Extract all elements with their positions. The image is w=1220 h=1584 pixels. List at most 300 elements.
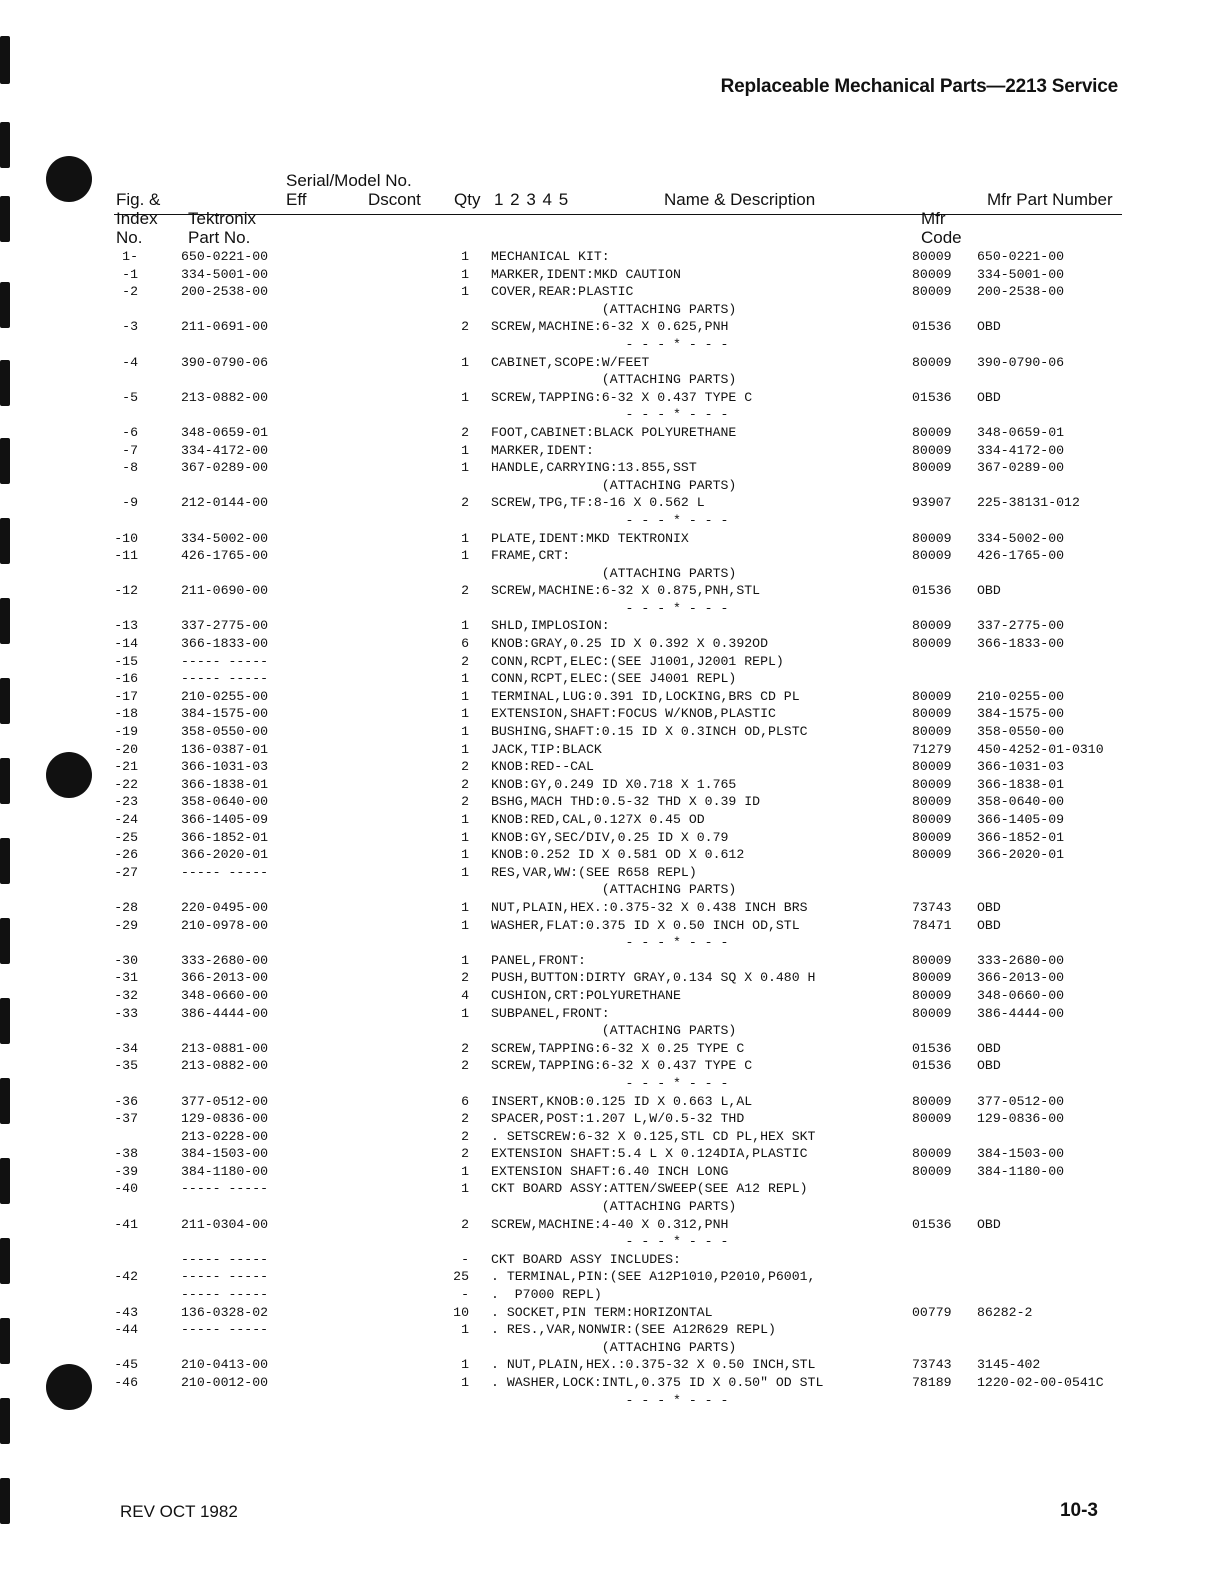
cell-qty: 4 [461,987,469,1003]
cell-index-no: -34 [114,1040,138,1056]
page-title: Replaceable Mechanical Parts—2213 Service [720,76,1118,97]
table-row [0,248,1220,266]
cell-description: WASHER,FLAT:0.375 ID X 0.50 INCH OD,STL [491,917,800,933]
cell-mfr-code: 80009 [912,847,952,863]
table-row [0,811,1220,829]
cell-part-no: 211-0304-00 [181,1216,269,1232]
cell-part-no: 348-0660-00 [181,987,269,1003]
cell-part-no: 426-1765-00 [181,548,269,564]
cell-description: SCREW,TAPPING:6-32 X 0.437 TYPE C [491,1058,753,1074]
header-levels: 1 2 3 4 5 [494,190,569,209]
cell-mfr-part-no: 86282-2 [977,1304,1033,1320]
cell-qty: 2 [461,759,469,775]
cell-description: RES,VAR,WW:(SEE R658 REPL) [491,864,697,880]
cell-mfr-part-no: 366-2020-01 [977,847,1065,863]
cell-qty: 1 [461,847,469,863]
cell-part-no: 129-0836-00 [181,1111,269,1127]
cell-index-no: -22 [114,776,138,792]
cell-description: (ATTACHING PARTS) [491,1023,737,1039]
table-row [0,1093,1220,1111]
cell-part-no: 210-0255-00 [181,688,269,704]
table-row [0,881,1220,899]
cell-mfr-part-no: 384-1503-00 [977,1146,1065,1162]
cell-description: . RES.,VAR,NONWIR:(SEE A12R629 REPL) [491,1322,776,1338]
cell-mfr-code: 01536 [912,319,952,335]
cell-description: SCREW,MACHINE:4-40 X 0.312,PNH [491,1216,729,1232]
cell-description: - - - * - - - [491,407,729,423]
cell-qty: 10 [453,1304,469,1320]
cell-index-no: -44 [114,1322,138,1338]
cell-index-no: -29 [114,917,138,933]
cell-part-no: 210-0012-00 [181,1375,269,1390]
header-dscont: Dscont [368,190,421,209]
cell-qty: 1 [461,548,469,564]
cell-mfr-code: 80009 [912,1163,952,1179]
cell-part-no: 337-2775-00 [181,618,269,634]
cell-mfr-part-no: 334-5001-00 [977,266,1065,282]
header-mfr-part: Mfr Part Number [987,190,1113,209]
table-row [0,1233,1220,1251]
cell-mfr-part-no: OBD [977,389,1001,405]
table-row [0,494,1220,512]
cell-qty: 1 [461,530,469,546]
cell-part-no: 211-0691-00 [181,319,269,335]
cell-mfr-code: 01536 [912,1040,952,1056]
cell-index-no: -12 [114,583,138,599]
cell-mfr-code: 00779 [912,1304,952,1320]
table-row [0,1268,1220,1286]
cell-qty: 1 [461,724,469,740]
cell-description: SCREW,TAPPING:6-32 X 0.25 TYPE C [491,1040,745,1056]
cell-mfr-part-no: 366-1852-01 [977,829,1065,845]
cell-part-no: 366-1852-01 [181,829,269,845]
cell-mfr-code: 80009 [912,618,952,634]
cell-description: MARKER,IDENT: [491,442,594,458]
cell-part-no: 384-1575-00 [181,706,269,722]
cell-index-no: -11 [114,548,138,564]
table-row [0,670,1220,688]
cell-part-no: 366-2013-00 [181,970,269,986]
cell-index-no: -39 [114,1163,138,1179]
cell-index-no: -30 [114,952,138,968]
cell-part-no: ----- ----- [181,1181,269,1197]
cell-description: - - - * - - - [491,336,729,352]
cell-mfr-code: 01536 [912,389,952,405]
cell-index-no: -8 [122,460,138,476]
cell-description: EXTENSION SHAFT:5.4 L X 0.124DIA,PLASTIC [491,1146,808,1162]
cell-description: NUT,PLAIN,HEX.:0.375-32 X 0.438 INCH BRS [491,899,808,915]
cell-description: (ATTACHING PARTS) [491,565,737,581]
cell-mfr-code: 80009 [912,636,952,652]
cell-description: BSHG,MACH THD:0.5-32 THD X 0.39 ID [491,794,761,810]
cell-mfr-code: 93907 [912,495,952,511]
table-row [0,336,1220,354]
table-row [0,1216,1220,1234]
cell-description: BUSHING,SHAFT:0.15 ID X 0.3INCH OD,PLSTC [491,724,808,740]
cell-mfr-part-no: 225-38131-012 [977,495,1080,511]
cell-index-no: -38 [114,1146,138,1162]
binder-mark [0,36,10,84]
table-row [0,1321,1220,1339]
table-row [0,354,1220,372]
table-row [0,318,1220,336]
cell-mfr-code: 78471 [912,917,952,933]
cell-mfr-part-no: OBD [977,1216,1001,1232]
cell-mfr-code: 80009 [912,424,952,440]
table-row [0,530,1220,548]
cell-qty: 1 [461,389,469,405]
cell-description: SPACER,POST:1.207 L,W/0.5-32 THD [491,1111,745,1127]
cell-part-no: 213-0228-00 [181,1128,269,1144]
cell-qty: 1 [461,899,469,915]
cell-index-no: -2 [122,284,138,300]
cell-qty: 1 [461,442,469,458]
cell-mfr-code: 80009 [912,548,952,564]
cell-description: - - - * - - - [491,1392,729,1408]
cell-description: KNOB:GRAY,0.25 ID X 0.392 X 0.392OD [491,636,768,652]
cell-index-no: -25 [114,829,138,845]
cell-mfr-code: 78189 [912,1375,952,1390]
cell-description: CABINET,SCOPE:W/FEET [491,354,650,370]
cell-mfr-code: 80009 [912,266,952,282]
cell-index-no: -15 [114,653,138,669]
table-row [0,899,1220,917]
cell-mfr-code: 80009 [912,724,952,740]
cell-description: KNOB:GY,SEC/DIV,0.25 ID X 0.79 [491,829,729,845]
cell-description: PUSH,BUTTON:DIRTY GRAY,0.134 SQ X 0.480 H [491,970,816,986]
cell-mfr-code: 80009 [912,776,952,792]
cell-mfr-code: 80009 [912,1146,952,1162]
cell-part-no: ----- ----- [181,1251,269,1267]
cell-index-no: -24 [114,812,138,827]
table-row [0,442,1220,460]
cell-description: . SETSCREW:6-32 X 0.125,STL CD PL,HEX SKT [491,1128,816,1144]
cell-description: - - - * - - - [491,600,729,616]
cell-part-no: 358-0550-00 [181,724,269,740]
cell-mfr-part-no: 210-0255-00 [977,688,1065,704]
cell-mfr-part-no: 348-0659-01 [977,424,1065,440]
header-serial: Serial/Model No. [286,171,412,190]
cell-qty: 1 [461,706,469,722]
cell-description: PLATE,IDENT:MKD TEKTRONIX [491,530,689,546]
cell-index-no: -23 [114,794,138,810]
cell-mfr-code: 71279 [912,741,952,757]
cell-part-no: 366-2020-01 [181,847,269,863]
cell-index-no: -21 [114,759,138,775]
cell-mfr-code: 80009 [912,460,952,476]
cell-mfr-part-no: 384-1575-00 [977,706,1065,722]
cell-part-no: 348-0659-01 [181,424,269,440]
cell-mfr-part-no: 358-0550-00 [977,724,1065,740]
header-qty: Qty [454,190,481,209]
binder-hole [46,156,92,202]
cell-qty: 1 [461,864,469,880]
cell-qty: 1 [461,266,469,282]
table-row [0,1163,1220,1181]
cell-index-no: -37 [114,1111,138,1127]
table-row [0,635,1220,653]
cell-index-no: -33 [114,1005,138,1021]
cell-part-no: 366-1838-01 [181,776,269,792]
header-eff: Eff [286,190,307,209]
cell-qty: - [461,1251,469,1267]
cell-mfr-part-no: 384-1180-00 [977,1163,1065,1179]
cell-description: CONN,RCPT,ELEC:(SEE J4001 REPL) [491,671,737,687]
cell-mfr-code: 80009 [912,829,952,845]
cell-description: EXTENSION SHAFT:6.40 INCH LONG [491,1163,729,1179]
table-row [0,917,1220,935]
cell-qty: 1 [461,1181,469,1197]
table-row [0,424,1220,442]
cell-qty: 2 [461,1058,469,1074]
table-row [0,1356,1220,1374]
cell-qty: 1 [461,829,469,845]
cell-mfr-code: 80009 [912,688,952,704]
table-row [0,371,1220,389]
cell-qty: 2 [461,583,469,599]
cell-qty: 1 [461,1375,469,1390]
cell-description: KNOB:RED,CAL,0.127X 0.45 OD [491,812,705,827]
cell-part-no: 136-0387-01 [181,741,269,757]
table-row [0,1005,1220,1023]
cell-mfr-part-no: 366-1031-03 [977,759,1065,775]
cell-qty: 2 [461,1216,469,1232]
cell-part-no: 334-5001-00 [181,266,269,282]
cell-mfr-code: 80009 [912,812,952,827]
cell-index-no: -43 [114,1304,138,1320]
cell-description: SCREW,MACHINE:6-32 X 0.625,PNH [491,319,729,335]
cell-part-no: 377-0512-00 [181,1093,269,1109]
table-row [0,705,1220,723]
cell-part-no: 358-0640-00 [181,794,269,810]
cell-part-no: 390-0790-06 [181,354,269,370]
cell-description: COVER,REAR:PLASTIC [491,284,634,300]
table-row [0,1128,1220,1146]
cell-index-no: 1- [122,249,138,264]
table-row [0,1075,1220,1093]
table-row [0,723,1220,741]
cell-mfr-code: 80009 [912,1093,952,1109]
cell-index-no: -40 [114,1181,138,1197]
cell-index-no: -16 [114,671,138,687]
cell-index-no: -7 [122,442,138,458]
cell-description: MARKER,IDENT:MKD CAUTION [491,266,681,282]
cell-qty: 2 [461,1111,469,1127]
cell-qty: 2 [461,970,469,986]
cell-mfr-part-no: OBD [977,917,1001,933]
cell-description: PANEL,FRONT: [491,952,586,968]
table-row [0,1110,1220,1128]
cell-part-no: 213-0881-00 [181,1040,269,1056]
cell-mfr-code: 73743 [912,1357,952,1373]
table-row [0,266,1220,284]
cell-qty: 2 [461,1040,469,1056]
header-rule [114,214,1122,215]
cell-qty: 1 [461,1322,469,1338]
table-row [0,934,1220,952]
cell-part-no: 366-1405-09 [181,812,269,827]
cell-qty: 6 [461,636,469,652]
cell-mfr-part-no: OBD [977,1040,1001,1056]
cell-mfr-part-no: 200-2538-00 [977,284,1065,300]
cell-index-no: -32 [114,987,138,1003]
cell-mfr-part-no: 334-4172-00 [977,442,1065,458]
cell-mfr-code: 80009 [912,987,952,1003]
cell-description: FOOT,CABINET:BLACK POLYURETHANE [491,424,737,440]
binder-mark [0,196,10,242]
cell-qty: - [461,1287,469,1303]
cell-part-no: 334-5002-00 [181,530,269,546]
table-row [0,600,1220,618]
cell-mfr-code: 01536 [912,583,952,599]
cell-mfr-code: 80009 [912,354,952,370]
cell-qty: 1 [461,1163,469,1179]
header-fig: Fig. & Index No. [116,190,161,247]
cell-part-no: ----- ----- [181,653,269,669]
cell-index-no: -3 [122,319,138,335]
cell-description: (ATTACHING PARTS) [491,882,737,898]
cell-description: - - - * - - - [491,1075,729,1091]
cell-mfr-part-no: 366-1405-09 [977,812,1065,827]
cell-part-no: 213-0882-00 [181,389,269,405]
cell-description: CKT BOARD ASSY INCLUDES: [491,1251,681,1267]
cell-part-no: 136-0328-02 [181,1304,269,1320]
cell-mfr-part-no: 129-0836-00 [977,1111,1065,1127]
cell-qty: 1 [461,741,469,757]
table-row [0,512,1220,530]
cell-part-no: 210-0413-00 [181,1357,269,1373]
cell-qty: 1 [461,1005,469,1021]
cell-mfr-code: 80009 [912,442,952,458]
table-row [0,617,1220,635]
table-row [0,406,1220,424]
cell-index-no: -9 [122,495,138,511]
cell-description: SHLD,IMPLOSION: [491,618,610,634]
table-row [0,793,1220,811]
cell-index-no: -31 [114,970,138,986]
table-row [0,477,1220,495]
cell-mfr-part-no: 333-2680-00 [977,952,1065,968]
cell-mfr-part-no: OBD [977,899,1001,915]
cell-mfr-code: 80009 [912,284,952,300]
cell-qty: 2 [461,1146,469,1162]
cell-mfr-part-no: 366-1838-01 [977,776,1065,792]
cell-part-no: 334-4172-00 [181,442,269,458]
cell-description: - - - * - - - [491,1234,729,1250]
cell-part-no: ----- ----- [181,671,269,687]
cell-mfr-part-no: 450-4252-01-0310 [977,741,1104,757]
cell-part-no: 386-4444-00 [181,1005,269,1021]
table-row [0,459,1220,477]
cell-description: - - - * - - - [491,935,729,951]
cell-qty: 1 [461,952,469,968]
cell-description: KNOB:GY,0.249 ID X0.718 X 1.765 [491,776,737,792]
table-row [0,829,1220,847]
cell-mfr-part-no: 366-1833-00 [977,636,1065,652]
cell-part-no: 367-0289-00 [181,460,269,476]
cell-description: INSERT,KNOB:0.125 ID X 0.663 L,AL [491,1093,753,1109]
cell-mfr-code: 80009 [912,249,952,264]
revision-date: REV OCT 1982 [120,1502,238,1521]
cell-description: (ATTACHING PARTS) [491,477,737,493]
table-row [0,952,1220,970]
cell-description: JACK,TIP:BLACK [491,741,602,757]
cell-qty: 2 [461,1128,469,1144]
cell-mfr-part-no: OBD [977,1058,1001,1074]
cell-description: EXTENSION,SHAFT:FOCUS W/KNOB,PLASTIC [491,706,776,722]
cell-index-no: -26 [114,847,138,863]
table-row [0,565,1220,583]
cell-mfr-part-no: 334-5002-00 [977,530,1065,546]
page-number: 10-3 [1059,1500,1098,1521]
cell-description: (ATTACHING PARTS) [491,372,737,388]
cell-mfr-part-no: 3145-402 [977,1357,1041,1373]
cell-qty: 1 [461,460,469,476]
cell-qty: 2 [461,319,469,335]
cell-index-no: -42 [114,1269,138,1285]
cell-qty: 1 [461,249,469,264]
cell-qty: 1 [461,671,469,687]
table-row [0,1374,1220,1392]
cell-part-no: 366-1833-00 [181,636,269,652]
cell-description: SCREW,TAPPING:6-32 X 0.437 TYPE C [491,389,753,405]
table-row [0,1022,1220,1040]
cell-mfr-part-no: 358-0640-00 [977,794,1065,810]
table-row [0,1304,1220,1322]
cell-qty: 25 [453,1269,469,1285]
cell-mfr-code: 80009 [912,1111,952,1127]
cell-index-no: -20 [114,741,138,757]
table-row [0,1057,1220,1075]
cell-mfr-part-no: 367-0289-00 [977,460,1065,476]
cell-mfr-code: 80009 [912,952,952,968]
cell-part-no: ----- ----- [181,1322,269,1338]
cell-index-no: -36 [114,1093,138,1109]
cell-index-no: -19 [114,724,138,740]
cell-part-no: 220-0495-00 [181,899,269,915]
table-row [0,582,1220,600]
table-row [0,301,1220,319]
cell-part-no: 211-0690-00 [181,583,269,599]
cell-part-no: ----- ----- [181,1269,269,1285]
cell-mfr-code: 73743 [912,899,952,915]
cell-part-no: 210-0978-00 [181,917,269,933]
cell-description: CUSHION,CRT:POLYURETHANE [491,987,681,1003]
cell-mfr-code: 80009 [912,794,952,810]
cell-description: SCREW,MACHINE:6-32 X 0.875,PNH,STL [491,583,761,599]
cell-part-no: 384-1180-00 [181,1163,269,1179]
cell-index-no: -41 [114,1216,138,1232]
cell-index-no: -6 [122,424,138,440]
table-row [0,1392,1220,1410]
cell-index-no: -1 [122,266,138,282]
cell-qty: 2 [461,495,469,511]
cell-index-no: -4 [122,354,138,370]
cell-qty: 2 [461,776,469,792]
cell-mfr-code: 80009 [912,530,952,546]
cell-index-no: -18 [114,706,138,722]
binder-mark [0,122,10,168]
cell-description: SCREW,TPG,TF:8-16 X 0.562 L [491,495,705,511]
cell-index-no: -14 [114,636,138,652]
header-part-no: Tektronix Part No. [188,209,257,247]
table-row [0,776,1220,794]
cell-qty: 2 [461,653,469,669]
cell-description: . WASHER,LOCK:INTL,0.375 ID X 0.50" OD STL [491,1375,824,1390]
cell-mfr-code: 01536 [912,1058,952,1074]
cell-index-no: -28 [114,899,138,915]
cell-mfr-code: 80009 [912,759,952,775]
